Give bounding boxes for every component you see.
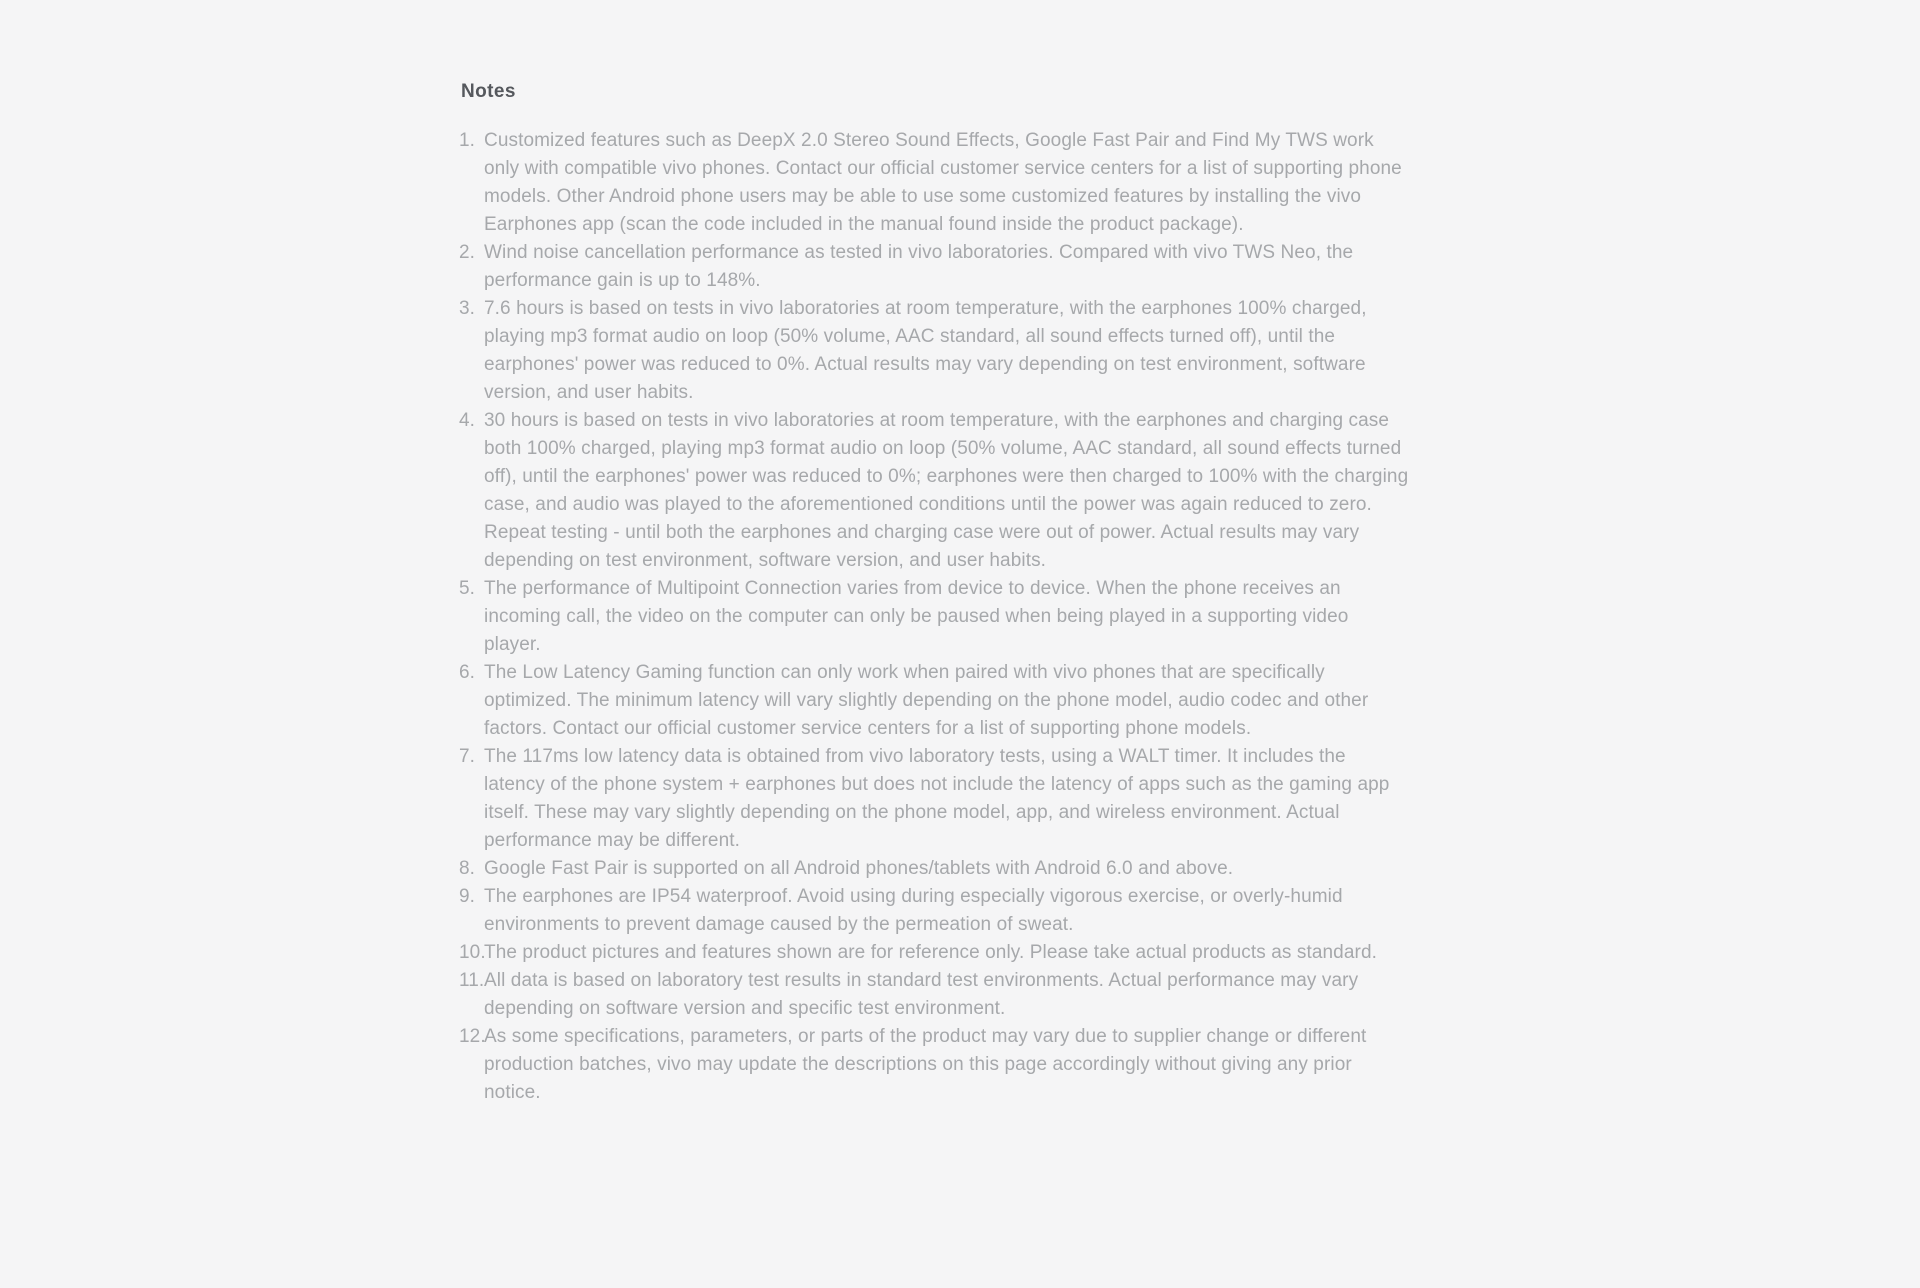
note-item-5 xyxy=(459,575,1409,659)
note-number: 4. xyxy=(459,410,476,431)
note-item-9 xyxy=(459,883,1409,939)
note-item-1 xyxy=(459,127,1409,239)
note-number: 12. xyxy=(459,1026,486,1047)
note-text: The Low Latency Gaming function can only work when paired with vivo phones that are specifically optimized. The minimum latency will vary slightly depending on the phone model, audio codec and other factors. Contact our official customer service centers for a list of supporting phone models. xyxy=(484,662,1369,739)
note-item-10 xyxy=(459,939,1409,967)
note-item-6 xyxy=(459,659,1409,743)
note-text: As some specifications, parameters, or parts of the product may vary due to supplier change or different production batches, vivo may update the descriptions on this page accordingly without giving any prior notice. xyxy=(484,1026,1367,1103)
note-text: Customized features such as DeepX 2.0 Stereo Sound Effects, Google Fast Pair and Find My TWS work only with compatible vivo phones. Contact our official customer service centers for a list of supporting phone models. Other Android phone users may be able to use some customized features by installing the vivo Earphones app (scan the code included in the manual found inside the product package). xyxy=(484,130,1402,235)
note-text: The earphones are IP54 waterproof. Avoid using during especially vigorous exercise, or overly-humid environments to prevent damage caused by the permeation of sweat. xyxy=(484,886,1343,935)
notes-list xyxy=(459,127,1409,1107)
note-text: 30 hours is based on tests in vivo laboratories at room temperature, with the earphones and charging case both 100% charged, playing mp3 format audio on loop (50% volume, AAC standard, all sound effects turned off), until the earphones' power was reduced to 0%; earphones were then charged to 100% with the charging case, and audio was played to the aforementioned conditions until the power was again reduced to zero. Repeat testing - until both the earphones and charging case were out of power. Actual results may vary depending on test environment, software version, and user habits. xyxy=(484,410,1409,571)
notes-section xyxy=(459,81,1409,1107)
note-item-7 xyxy=(459,743,1409,855)
note-number: 2. xyxy=(459,242,476,263)
note-number: 6. xyxy=(459,662,476,683)
note-text: All data is based on laboratory test results in standard test environments. Actual performance may vary depending on software version and specific test environment. xyxy=(484,970,1359,1019)
note-item-3 xyxy=(459,295,1409,407)
note-item-2 xyxy=(459,239,1409,295)
note-number: 5. xyxy=(459,578,476,599)
note-number: 10. xyxy=(459,942,486,963)
note-item-8 xyxy=(459,855,1409,883)
note-text: The 117ms low latency data is obtained from vivo laboratory tests, using a WALT timer. It includes the latency of the phone system + earphones but does not include the latency of apps such as the gaming app itself. These may vary slightly depending on the phone model, app, and wireless environment. Actual performance may be different. xyxy=(484,746,1390,851)
note-number: 8. xyxy=(459,858,476,879)
note-number: 3. xyxy=(459,298,476,319)
note-text: Google Fast Pair is supported on all Android phones/tablets with Android 6.0 and above. xyxy=(484,858,1234,879)
note-number: 11. xyxy=(459,970,485,991)
note-number: 9. xyxy=(459,886,476,907)
note-text: The performance of Multipoint Connection varies from device to device. When the phone receives an incoming call, the video on the computer can only be paused when being played in a supporting video player. xyxy=(484,578,1349,655)
note-text: Wind noise cancellation performance as tested in vivo laboratories. Compared with vivo TWS Neo, the performance gain is up to 148%. xyxy=(484,242,1354,291)
note-number: 1. xyxy=(459,130,476,151)
notes-heading: Notes xyxy=(461,81,516,102)
note-item-12 xyxy=(459,1023,1409,1107)
note-item-11 xyxy=(459,967,1409,1023)
note-text: The product pictures and features shown are for reference only. Please take actual products as standard. xyxy=(484,942,1377,963)
note-item-4 xyxy=(459,407,1409,575)
note-text: 7.6 hours is based on tests in vivo laboratories at room temperature, with the earphones 100% charged, playing mp3 format audio on loop (50% volume, AAC standard, all sound effects turned off), until the earphones' power was reduced to 0%. Actual results may vary depending on test environment, software version, and user habits. xyxy=(484,298,1367,403)
note-number: 7. xyxy=(459,746,476,767)
